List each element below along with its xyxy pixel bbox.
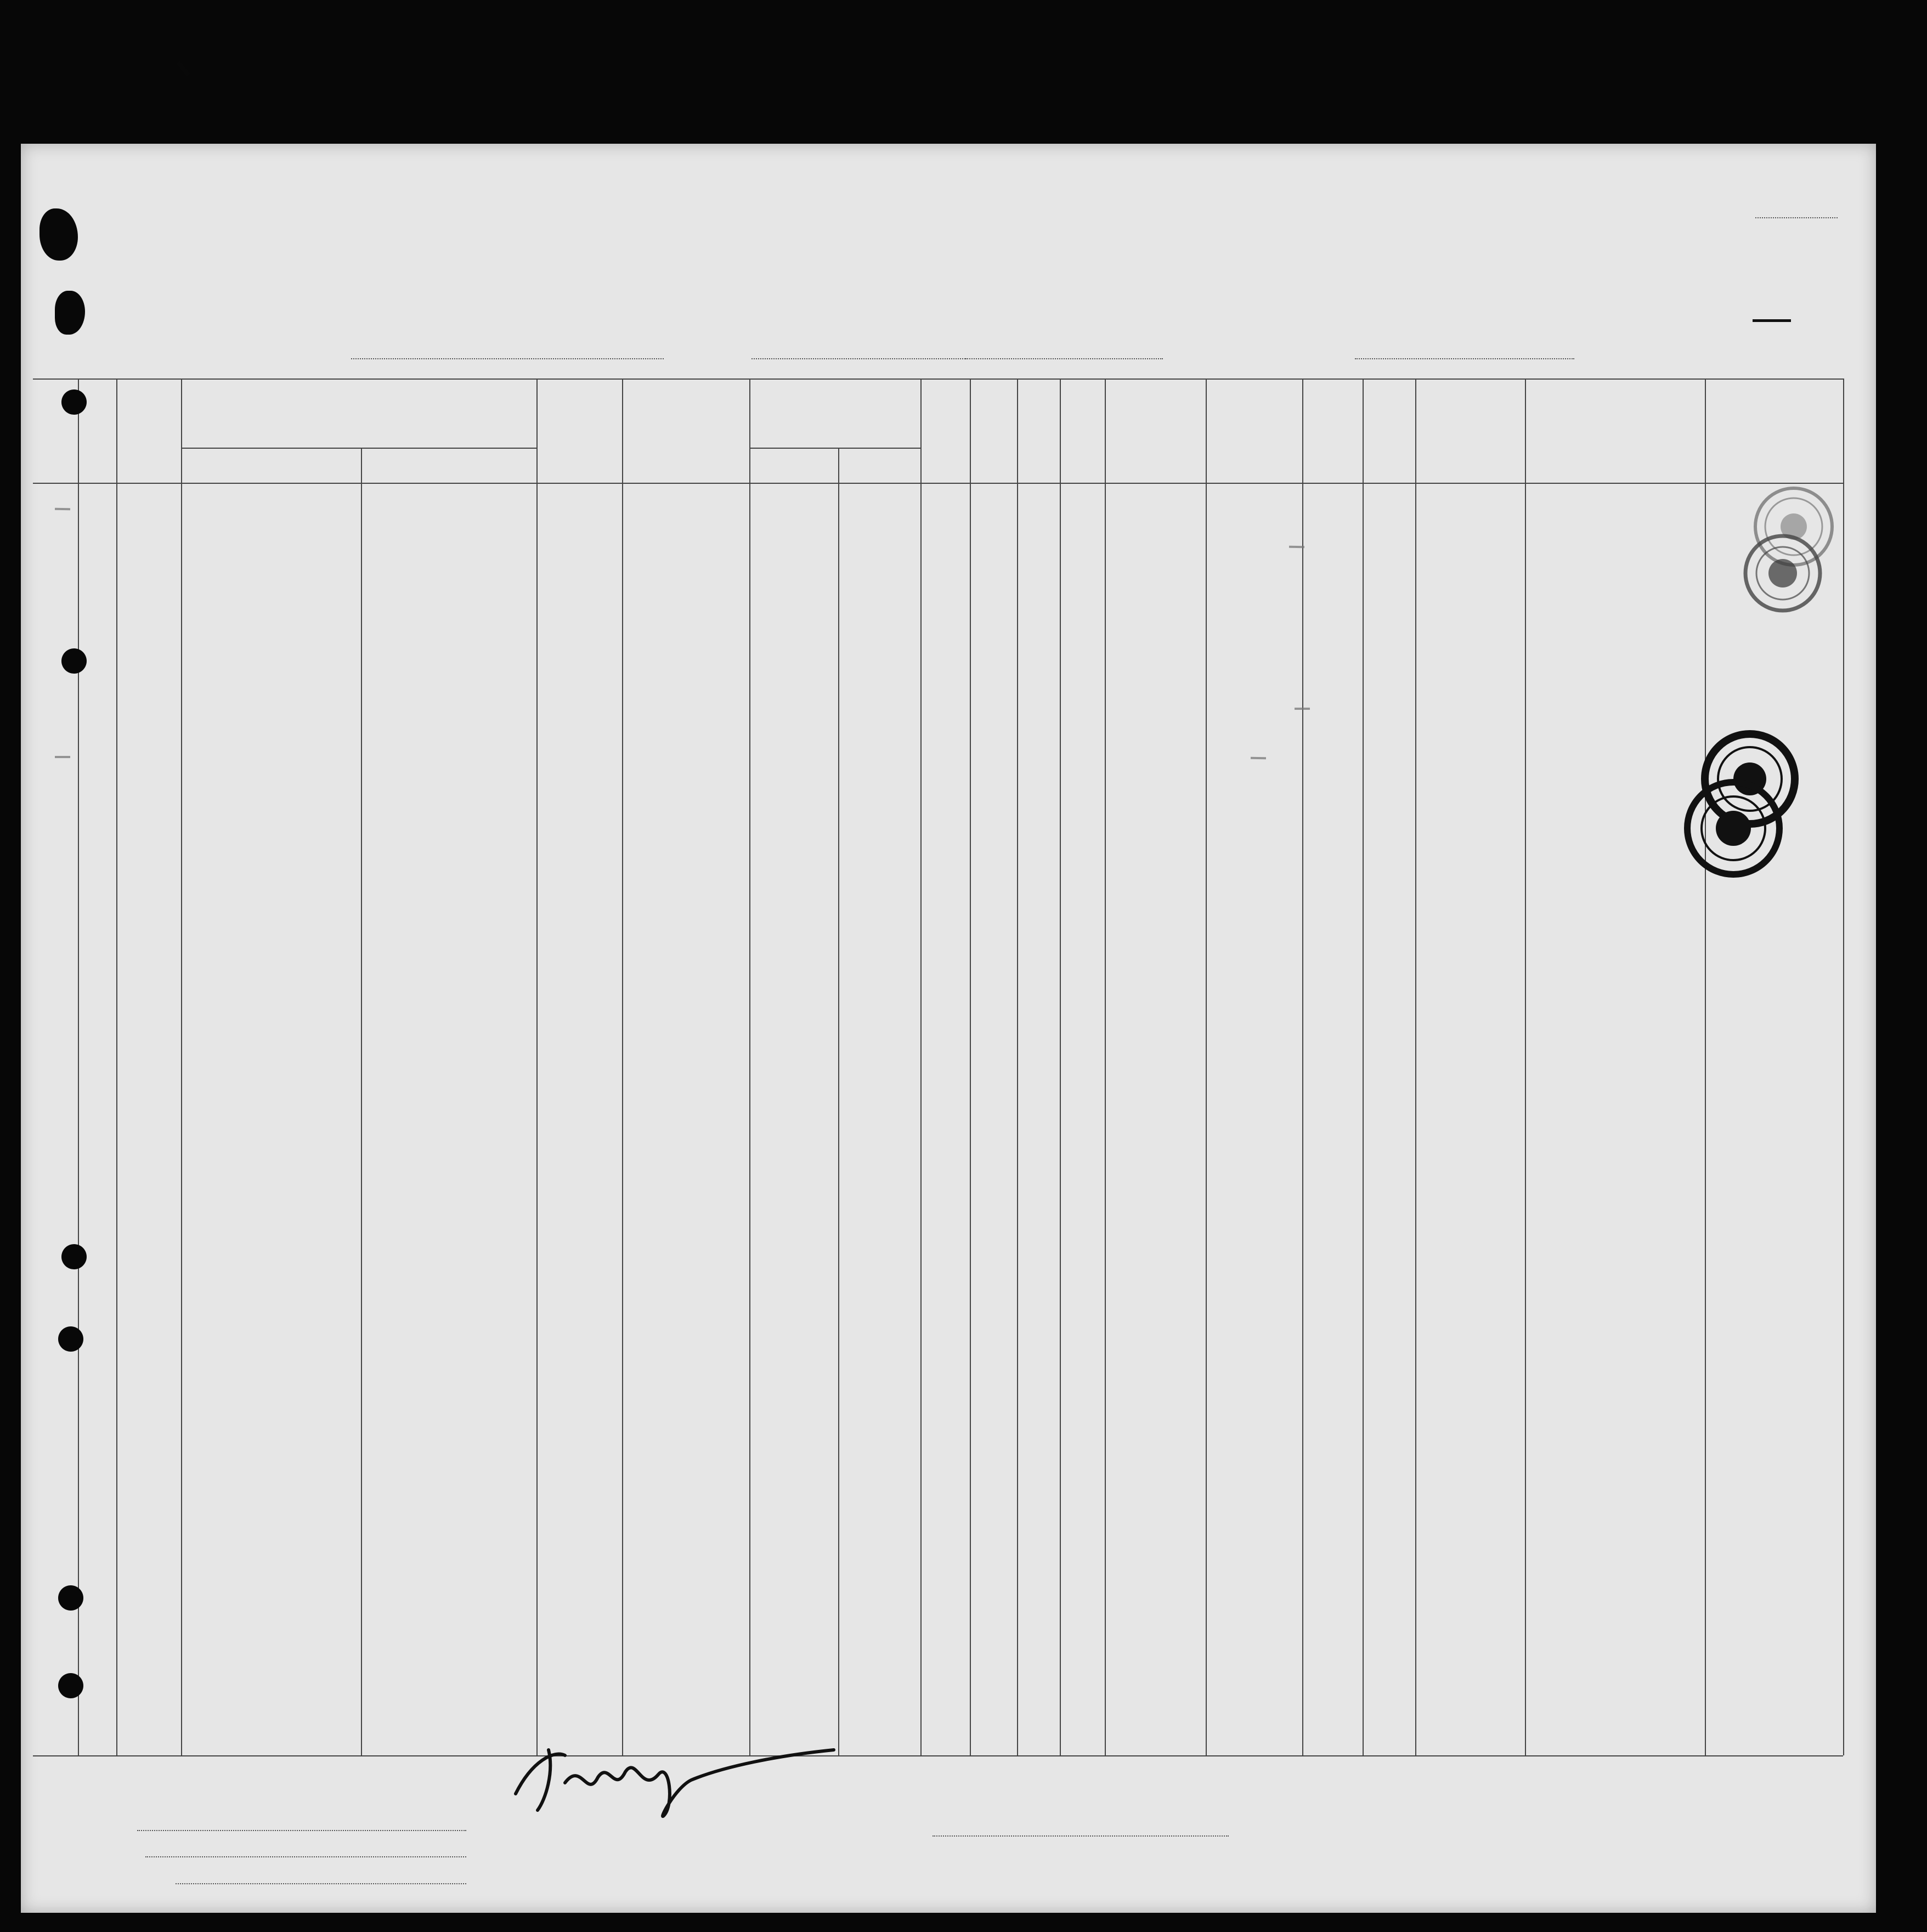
col-divider	[970, 379, 971, 1755]
dash-mark	[1753, 319, 1791, 322]
col-divider	[181, 379, 182, 1755]
vessel-underline	[351, 358, 664, 359]
did-not-sail-stamp	[55, 508, 70, 510]
inspector-underline	[933, 1835, 1229, 1837]
punch-hole	[58, 1673, 83, 1698]
from-underline	[1355, 358, 1574, 359]
header-bottom-rule	[33, 483, 1843, 484]
did-not-sail-stamp	[1289, 546, 1304, 548]
col-divider	[1705, 379, 1706, 1755]
col-divider	[1105, 379, 1106, 1755]
col-divider	[838, 448, 839, 1755]
table-bottom-rule	[33, 1755, 1843, 1756]
seal-emblem	[1768, 559, 1797, 587]
col-divider	[361, 448, 362, 1755]
punch-hole	[58, 1326, 83, 1352]
seal-emblem	[1716, 811, 1751, 846]
footer-owners-underline	[145, 1856, 466, 1857]
footer-line-underline	[137, 1829, 466, 1831]
col-divider	[116, 379, 117, 1755]
col-divider	[536, 379, 538, 1755]
col-divider	[749, 379, 750, 1755]
did-not-sail-stamp	[1251, 757, 1266, 759]
punch-hole	[61, 389, 87, 415]
shipped-subheader-rule	[749, 448, 920, 449]
col-divider	[920, 379, 922, 1755]
signature	[494, 1728, 845, 1821]
punch-hole	[58, 1585, 83, 1611]
col-divider	[1363, 379, 1364, 1755]
footer-agents-underline	[176, 1883, 466, 1884]
name-subheader-rule	[181, 448, 536, 449]
punch-hole	[61, 1244, 87, 1269]
table-top-rule	[33, 379, 1843, 380]
col-divider	[1302, 379, 1303, 1755]
punch-hole	[61, 648, 87, 674]
col-divider	[622, 379, 623, 1755]
corner-mark	[176, 61, 190, 76]
sheet-underline	[1755, 217, 1838, 218]
col-divider	[1525, 379, 1526, 1755]
col-divider	[1060, 379, 1061, 1755]
official-seal	[1668, 724, 1821, 889]
col-divider	[1017, 379, 1018, 1755]
col-divider	[1206, 379, 1207, 1755]
official-seal	[1733, 483, 1854, 614]
did-not-sail-stamp	[1295, 708, 1310, 710]
date-underline	[965, 358, 1163, 359]
manifest-sheet	[21, 144, 1876, 1913]
signature-stroke	[516, 1750, 834, 1816]
port-underline	[751, 358, 965, 359]
col-divider	[78, 379, 79, 1755]
did-not-sail-stamp	[55, 756, 70, 758]
col-divider	[1415, 379, 1416, 1755]
